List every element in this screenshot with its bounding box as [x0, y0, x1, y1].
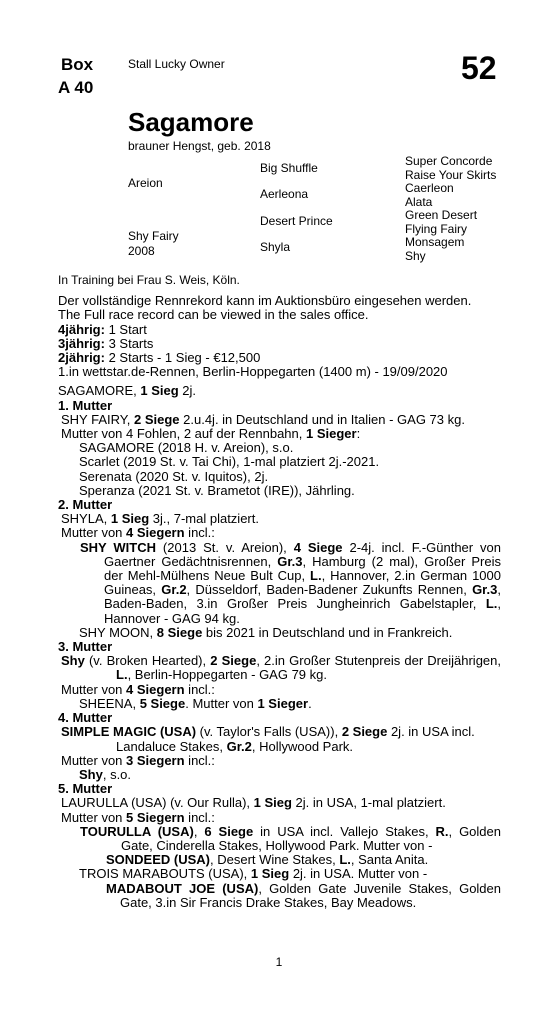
- m2-moon-entry: SHY MOON, 8 Siege bis 2021 in Deutschland und in Frankreich.: [79, 624, 453, 640]
- lot-number: 52: [461, 50, 497, 86]
- horse-description: brauner Hengst, geb. 2018: [128, 139, 271, 153]
- page-number: 1: [275, 955, 283, 969]
- pedigree-dam-year: 2008: [128, 244, 155, 258]
- m5-trois-entry: TROIS MARABOUTS (USA), 1 Sieg 2j. in USA. Mutter von -: [79, 866, 428, 882]
- pedigree-ggp: Flying Fairy: [405, 221, 468, 236]
- record-note-de: Der vollständige Rennrekord kann im Auktionsbüro eingesehen werden.: [58, 293, 472, 309]
- pedigree-ggp-list: [405, 155, 496, 263]
- section-title-3: 3. Mutter: [58, 639, 113, 655]
- m1-produce: Mutter von 4 Fohlen, 2 auf der Rennbahn, 1 Sieger:: [61, 426, 361, 442]
- record-placing: 1.in wettstar.de-Rennen, Berlin-Hoppegarten (1400 m) - 19/09/2020: [58, 364, 448, 380]
- m3-sheena-entry: SHEENA, 5 Siege. Mutter von 1 Sieger.: [79, 695, 312, 711]
- foal-item: SAGAMORE (2018 H. v. Areion), s.o.: [79, 440, 294, 456]
- m3-line: Shy (v. Broken Hearted), 2 Siege, 2.in Großer Stutenpreis der Dreijährigen, L., Berlin-Hoppegarten - GAG 79 kg.: [61, 653, 501, 683]
- m1-line: SHY FAIRY, 2 Siege 2.u.4j. in Deutschland und in Italien - GAG 73 kg.: [61, 411, 465, 427]
- record-age2: 2jährig: 2 Starts - 1 Sieg - €12,500: [58, 350, 261, 366]
- m4-line: SIMPLE MAGIC (USA) (v. Taylor's Falls (USA)), 2 Siege 2j. in USA incl. Landaluce Stakes, Gr.2, Hollywood Park.: [61, 724, 475, 754]
- pedigree-sire-sire: Big Shuffle: [260, 161, 318, 175]
- section-title-5: 5. Mutter: [58, 781, 113, 797]
- pedigree-ggp: Shy: [405, 248, 426, 263]
- box-number: A 40: [58, 78, 94, 97]
- m2-winner-entry: SHY WITCH (2013 St. v. Areion), 4 Siege 2-4j. incl. F.-Günther von Gaertner Gedächtnisrennen, Gr.3, Hamburg (2 mal), Großer Preis der Mehl-Mülhens Neue Bult Cup, L., Hannover, 2.in German 1000 Guineas, Gr.2, Düsseldorf, Baden-Badener Zukunfts Rennen, Gr.3, Baden-Baden, 3.in Großer Preis Jungheinrich Gabelstapler, L., Hannover - GAG 94 kg.: [80, 539, 501, 626]
- pedigree-dam-sire: Desert Prince: [260, 214, 333, 228]
- pedigree-sire: Areion: [128, 176, 163, 190]
- box-label: Box: [61, 55, 94, 74]
- section-title-4: 4. Mutter: [58, 710, 113, 726]
- m2-line: SHYLA, 1 Sieg 3j., 7-mal platziert.: [61, 511, 259, 527]
- pedigree-ggp: Alata: [405, 194, 433, 209]
- m5-tourulla-entry: TOURULLA (USA), 6 Siege in USA incl. Vallejo Stakes, R., Golden Gate, Cinderella Stakes, Hollywood Park. Mutter von -: [80, 823, 501, 853]
- foal-item: Serenata (2020 St. v. Iquitos), 2j.: [79, 468, 269, 484]
- m2-produce: Mutter von 4 Siegern incl.:: [61, 525, 215, 541]
- pedigree-ggp: Super Concorde: [405, 154, 493, 168]
- pedigree-ggp: Green Desert: [405, 208, 478, 222]
- record-note-en: The Full race record can be viewed in the sales office.: [58, 307, 369, 323]
- m4-produce: Mutter von 3 Siegern incl.:: [61, 752, 215, 768]
- record-age3: 3jährig: 3 Starts: [58, 335, 154, 351]
- record-age4: 4jährig: 1 Start: [58, 321, 147, 337]
- m5-line: LAURULLA (USA) (v. Our Rulla), 1 Sieg 2j. in USA, 1-mal platziert.: [61, 795, 446, 811]
- pedigree-ggp: Caerleon: [405, 181, 454, 195]
- horse-name: Sagamore: [128, 107, 254, 137]
- m5-sondeed-entry: SONDEED (USA), Desert Wine Stakes, L., Santa Anita.: [106, 852, 429, 868]
- owner: Stall Lucky Owner: [128, 57, 225, 71]
- section-title-1: 1. Mutter: [58, 397, 113, 413]
- pedigree-sire-dam: Aerleona: [260, 187, 309, 201]
- pedigree-dam-dam: Shyla: [260, 240, 291, 254]
- catalogue-body: [58, 273, 501, 910]
- m5-madabout-entry: MADABOUT JOE (USA), Golden Gate Juvenile Stakes, Golden Gate, 3.in Sir Francis Drake Stakes, Bay Meadows.: [106, 880, 502, 910]
- m3-produce: Mutter von 4 Siegern incl.:: [61, 681, 215, 697]
- pedigree-ggp: Raise Your Skirts: [405, 167, 497, 182]
- section-title-2: 2. Mutter: [58, 497, 113, 513]
- m4-shy-entry: Shy, s.o.: [79, 766, 132, 782]
- foal-item: Scarlet (2019 St. v. Tai Chi), 1-mal platziert 2j.-2021.: [79, 454, 380, 470]
- pedigree-dam: Shy Fairy: [128, 229, 179, 243]
- training-note: In Training bei Frau S. Weis, Köln.: [58, 273, 240, 287]
- m5-produce: Mutter von 5 Siegern incl.:: [61, 809, 215, 825]
- foal-item: Speranza (2021 St. v. Brametot (IRE)), Jährling.: [79, 482, 355, 498]
- summary-line: SAGAMORE, 1 Sieg 2j.: [58, 383, 196, 399]
- pedigree-ggp: Monsagem: [405, 235, 465, 249]
